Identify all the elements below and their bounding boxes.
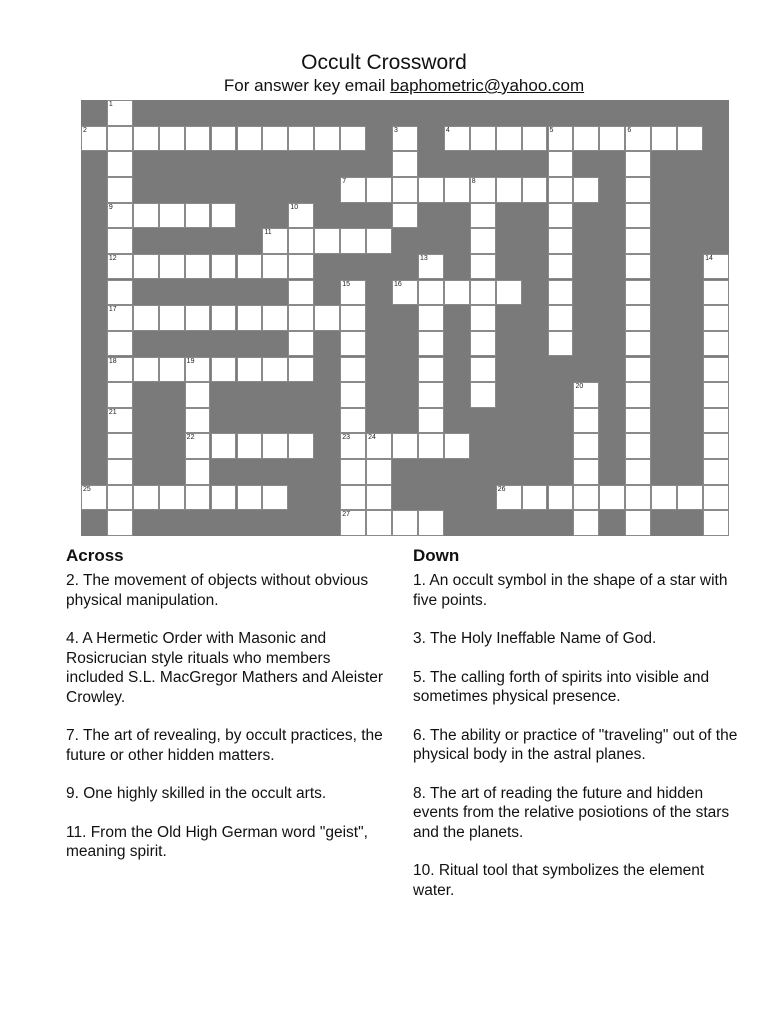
grid-cell[interactable]: [185, 408, 211, 434]
grid-cell[interactable]: [625, 151, 651, 177]
grid-cell[interactable]: [185, 126, 211, 152]
grid-cell[interactable]: [185, 433, 211, 459]
grid-cell[interactable]: [159, 305, 185, 331]
clue-down-1: 1. An occult symbol in the shape of a star with five points.: [413, 572, 728, 609]
grid-cell[interactable]: [107, 433, 133, 459]
grid-cell[interactable]: [107, 177, 133, 203]
grid-cell[interactable]: [107, 228, 133, 254]
clue-across-2: 2. The movement of objects without obvious physical manipulation.: [66, 572, 369, 609]
grid-cell[interactable]: [185, 254, 211, 280]
grid-cell[interactable]: [470, 382, 496, 408]
grid-cell[interactable]: [107, 357, 133, 383]
grid-cell[interactable]: [392, 203, 418, 229]
grid-cell[interactable]: [444, 126, 470, 152]
grid-cell[interactable]: [548, 485, 574, 511]
grid-cell[interactable]: [211, 305, 237, 331]
grid-cell[interactable]: [677, 126, 703, 152]
grid-cell[interactable]: [107, 280, 133, 306]
grid-cell[interactable]: [703, 382, 729, 408]
grid-cell[interactable]: [262, 357, 288, 383]
grid-cell[interactable]: [625, 203, 651, 229]
grid-cell[interactable]: [107, 408, 133, 434]
clue-number: 25: [83, 485, 91, 493]
grid-cell[interactable]: [548, 203, 574, 229]
grid-cell[interactable]: [703, 305, 729, 331]
grid-cell[interactable]: [548, 151, 574, 177]
grid-cell[interactable]: [159, 357, 185, 383]
grid-cell[interactable]: [703, 485, 729, 511]
grid-cell[interactable]: [573, 510, 599, 536]
grid-cell[interactable]: [340, 177, 366, 203]
grid-cell[interactable]: [573, 126, 599, 152]
grid-cell[interactable]: [340, 305, 366, 331]
grid-cell[interactable]: [340, 433, 366, 459]
page-title: Occult Crossword: [301, 51, 467, 74]
grid-cell[interactable]: [288, 357, 314, 383]
grid-cell[interactable]: [418, 177, 444, 203]
grid-cell[interactable]: [470, 228, 496, 254]
grid-cell[interactable]: [392, 280, 418, 306]
subtitle-text: For answer key email: [223, 76, 391, 95]
grid-cell[interactable]: [288, 254, 314, 280]
across-heading: Across: [66, 546, 124, 565]
grid-cell[interactable]: [314, 305, 340, 331]
grid-cell[interactable]: [340, 357, 366, 383]
grid-cell[interactable]: [392, 126, 418, 152]
grid-cell[interactable]: [211, 203, 237, 229]
grid-cell[interactable]: [107, 510, 133, 536]
grid-cell[interactable]: [185, 305, 211, 331]
grid-cell[interactable]: [262, 126, 288, 152]
grid-cell[interactable]: [288, 126, 314, 152]
grid-cell[interactable]: [237, 126, 263, 152]
grid-cell[interactable]: [625, 331, 651, 357]
grid-cell[interactable]: [107, 151, 133, 177]
grid-cell[interactable]: [262, 305, 288, 331]
grid-cell[interactable]: [107, 100, 133, 126]
grid-cell[interactable]: [107, 305, 133, 331]
grid-cell[interactable]: [133, 254, 159, 280]
clue-number: 10: [290, 203, 299, 211]
grid-cell[interactable]: [107, 331, 133, 357]
grid-cell[interactable]: [340, 382, 366, 408]
grid-cell[interactable]: [573, 433, 599, 459]
grid-cell[interactable]: [418, 280, 444, 306]
clue-number: 4: [445, 126, 450, 134]
clue-down-8: 8. The art of reading the future and hidden events from the relative posiotions of the stars and the planets.: [413, 784, 730, 841]
grid-cell[interactable]: [366, 177, 392, 203]
grid-cell[interactable]: [470, 203, 496, 229]
grid-cell[interactable]: [625, 254, 651, 280]
grid-cell[interactable]: [418, 382, 444, 408]
grid-cell[interactable]: [444, 177, 470, 203]
grid-cell[interactable]: [288, 203, 314, 229]
grid-cell[interactable]: [548, 126, 574, 152]
clue-number: 5: [549, 126, 554, 134]
grid-cell[interactable]: [392, 151, 418, 177]
clue-down-3: 3. The Holy Ineffable Name of God.: [413, 630, 657, 647]
grid-cell[interactable]: [366, 510, 392, 536]
grid-cell[interactable]: [185, 459, 211, 485]
clue-number: 15: [342, 280, 350, 288]
grid-cell[interactable]: [470, 331, 496, 357]
grid-cell[interactable]: [211, 357, 237, 383]
grid-cell[interactable]: [107, 459, 133, 485]
grid-cell[interactable]: [392, 177, 418, 203]
grid-cell[interactable]: [314, 228, 340, 254]
grid-cell[interactable]: [496, 177, 522, 203]
grid-cell[interactable]: [211, 485, 237, 511]
grid-cell[interactable]: [651, 485, 677, 511]
clue-number: 1: [108, 101, 113, 108]
grid-cell[interactable]: [548, 228, 574, 254]
grid-cell[interactable]: [703, 408, 729, 434]
clue-number: 12: [108, 254, 117, 262]
clue-number: 20: [575, 383, 584, 391]
grid-cell[interactable]: [237, 254, 263, 280]
grid-cell[interactable]: [522, 485, 548, 511]
grid-cell[interactable]: [625, 459, 651, 485]
grid-cell[interactable]: [288, 331, 314, 357]
grid-cell[interactable]: [470, 126, 496, 152]
grid-cell[interactable]: [703, 280, 729, 306]
grid-cell[interactable]: [625, 280, 651, 306]
grid-cell[interactable]: [418, 357, 444, 383]
clue-number: 8: [471, 177, 476, 185]
grid-cell[interactable]: [133, 305, 159, 331]
grid-cell[interactable]: [418, 331, 444, 357]
grid-cell[interactable]: [573, 485, 599, 511]
grid-cell[interactable]: [548, 305, 574, 331]
grid-cell[interactable]: [288, 433, 314, 459]
grid-cell[interactable]: [340, 408, 366, 434]
grid-cell[interactable]: [340, 126, 366, 152]
clue-number: 9: [108, 203, 113, 211]
subtitle: [0, 76, 768, 96]
grid-cell[interactable]: [418, 433, 444, 459]
grid-cell[interactable]: [548, 331, 574, 357]
grid-cell[interactable]: [159, 485, 185, 511]
grid-cell[interactable]: [237, 357, 263, 383]
grid-cell[interactable]: [107, 254, 133, 280]
grid-cell[interactable]: [133, 203, 159, 229]
clue-number: 21: [108, 408, 117, 416]
grid-cell[interactable]: [599, 485, 625, 511]
grid-cell[interactable]: [314, 126, 340, 152]
grid-cell[interactable]: [625, 177, 651, 203]
grid-cell[interactable]: [340, 510, 366, 536]
clue-number: 24: [368, 434, 376, 442]
grid-cell[interactable]: [81, 485, 107, 511]
grid-cell[interactable]: [522, 126, 548, 152]
grid-cell[interactable]: [340, 331, 366, 357]
grid-cell[interactable]: [262, 485, 288, 511]
grid-cell[interactable]: [677, 485, 703, 511]
grid-cell[interactable]: [133, 485, 159, 511]
grid-cell[interactable]: [418, 510, 444, 536]
email-link[interactable]: baphometric@yahoo.com: [390, 76, 585, 95]
grid-cell[interactable]: [366, 485, 392, 511]
grid-cell[interactable]: [133, 126, 159, 152]
grid-cell[interactable]: [262, 228, 288, 254]
crossword-grid: [81, 100, 729, 536]
grid-cell[interactable]: [107, 485, 133, 511]
grid-cell[interactable]: [703, 357, 729, 383]
down-heading: Down: [413, 546, 460, 565]
grid-cell[interactable]: [573, 177, 599, 203]
grid-cell[interactable]: [262, 433, 288, 459]
grid-cell[interactable]: [496, 280, 522, 306]
grid-cell[interactable]: [211, 254, 237, 280]
grid-cell[interactable]: [185, 357, 211, 383]
grid-cell[interactable]: [340, 280, 366, 306]
grid-cell[interactable]: [366, 433, 392, 459]
clue-number: 6: [627, 126, 632, 134]
clue-number: 2: [83, 126, 87, 134]
grid-cell[interactable]: [288, 305, 314, 331]
grid-cell[interactable]: [418, 305, 444, 331]
grid-cell[interactable]: [392, 510, 418, 536]
grid-cell[interactable]: [366, 459, 392, 485]
clue-number: 13: [419, 254, 428, 262]
grid-cell[interactable]: [107, 203, 133, 229]
grid-cell[interactable]: [703, 433, 729, 459]
grid-cell[interactable]: [392, 433, 418, 459]
grid-cell[interactable]: [211, 126, 237, 152]
grid-cell[interactable]: [703, 254, 729, 280]
grid-cell[interactable]: [159, 126, 185, 152]
grid-cell[interactable]: [444, 280, 470, 306]
grid-cell[interactable]: [185, 485, 211, 511]
grid-cell[interactable]: [340, 459, 366, 485]
clue-number: 11: [264, 229, 272, 237]
grid-cell[interactable]: [625, 228, 651, 254]
grid-cell[interactable]: [625, 433, 651, 459]
grid-cell[interactable]: [470, 280, 496, 306]
grid-cell[interactable]: [185, 203, 211, 229]
grid-cell[interactable]: [185, 382, 211, 408]
clue-number: 7: [342, 177, 347, 185]
grid-cell[interactable]: [625, 357, 651, 383]
grid-cell[interactable]: [107, 126, 133, 152]
clue-number: 17: [108, 306, 117, 314]
grid-cell[interactable]: [288, 228, 314, 254]
clue-number: 22: [186, 434, 195, 442]
clue-number: 14: [705, 254, 713, 262]
clue-down-5: 5. The calling forth of spirits into visible and sometimes physical presence.: [413, 668, 710, 705]
clue-number: 19: [186, 357, 195, 365]
grid-cell[interactable]: [625, 510, 651, 536]
grid-cell[interactable]: [625, 305, 651, 331]
grid-cell[interactable]: [159, 254, 185, 280]
clue-down-10: 10. Ritual tool that symbolizes the element water.: [413, 862, 705, 899]
grid-cell[interactable]: [237, 305, 263, 331]
clue-across-7: 7. The art of revealing, by occult practices, the future or other hidden matters.: [66, 727, 383, 764]
down-clues: [413, 545, 748, 919]
grid-cell[interactable]: [548, 280, 574, 306]
grid-cell[interactable]: [573, 408, 599, 434]
clue-down-6: 6. The ability or practice of "traveling" out of the physical body in the astral planes.: [413, 726, 738, 763]
grid-cell[interactable]: [496, 485, 522, 511]
grid-cell[interactable]: [470, 305, 496, 331]
grid-cell[interactable]: [237, 433, 263, 459]
grid-cell[interactable]: [444, 433, 470, 459]
grid-cell[interactable]: [133, 357, 159, 383]
clue-number: 3: [394, 126, 398, 134]
grid-cell[interactable]: [470, 177, 496, 203]
grid-cell[interactable]: [81, 126, 107, 152]
grid-cell[interactable]: [573, 382, 599, 408]
grid-cell[interactable]: [625, 126, 651, 152]
grid-cell[interactable]: [211, 433, 237, 459]
clue-number: 16: [394, 280, 402, 288]
grid-cell[interactable]: [288, 280, 314, 306]
clue-across-9: 9. One highly skilled in the occult arts.: [66, 785, 327, 802]
grid-cell[interactable]: [237, 485, 263, 511]
clue-number: 23: [342, 434, 350, 442]
grid-cell[interactable]: [496, 126, 522, 152]
grid-cell[interactable]: [470, 357, 496, 383]
grid-cell[interactable]: [548, 177, 574, 203]
across-clues: [66, 545, 386, 881]
grid-cell[interactable]: [107, 382, 133, 408]
clue-number: 18: [108, 357, 117, 365]
grid-cell[interactable]: [366, 228, 392, 254]
grid-cell[interactable]: [625, 382, 651, 408]
clue-across-11: 11. From the Old High German word "geist", meaning spirit.: [66, 823, 368, 860]
grid-cell[interactable]: [340, 485, 366, 511]
grid-cell[interactable]: [548, 254, 574, 280]
clue-across-4: 4. A Hermetic Order with Masonic and Rosicrucian style rituals who members included S.L. MacGregor Mathers and Aleister Crowley.: [66, 630, 384, 706]
grid-cell[interactable]: [599, 126, 625, 152]
grid-cell[interactable]: [651, 126, 677, 152]
grid-cell[interactable]: [703, 459, 729, 485]
grid-cell[interactable]: [703, 331, 729, 357]
grid-cell[interactable]: [262, 254, 288, 280]
grid-cell[interactable]: [522, 177, 548, 203]
grid-cell[interactable]: [573, 459, 599, 485]
grid-cell[interactable]: [703, 510, 729, 536]
grid-cell[interactable]: [418, 408, 444, 434]
clue-number: 26: [497, 485, 506, 493]
clue-number: 27: [342, 511, 350, 519]
grid-cell[interactable]: [625, 485, 651, 511]
grid-cell[interactable]: [159, 203, 185, 229]
grid-cell[interactable]: [470, 254, 496, 280]
grid-cell[interactable]: [418, 254, 444, 280]
grid-cell[interactable]: [340, 228, 366, 254]
grid-cell[interactable]: [625, 408, 651, 434]
